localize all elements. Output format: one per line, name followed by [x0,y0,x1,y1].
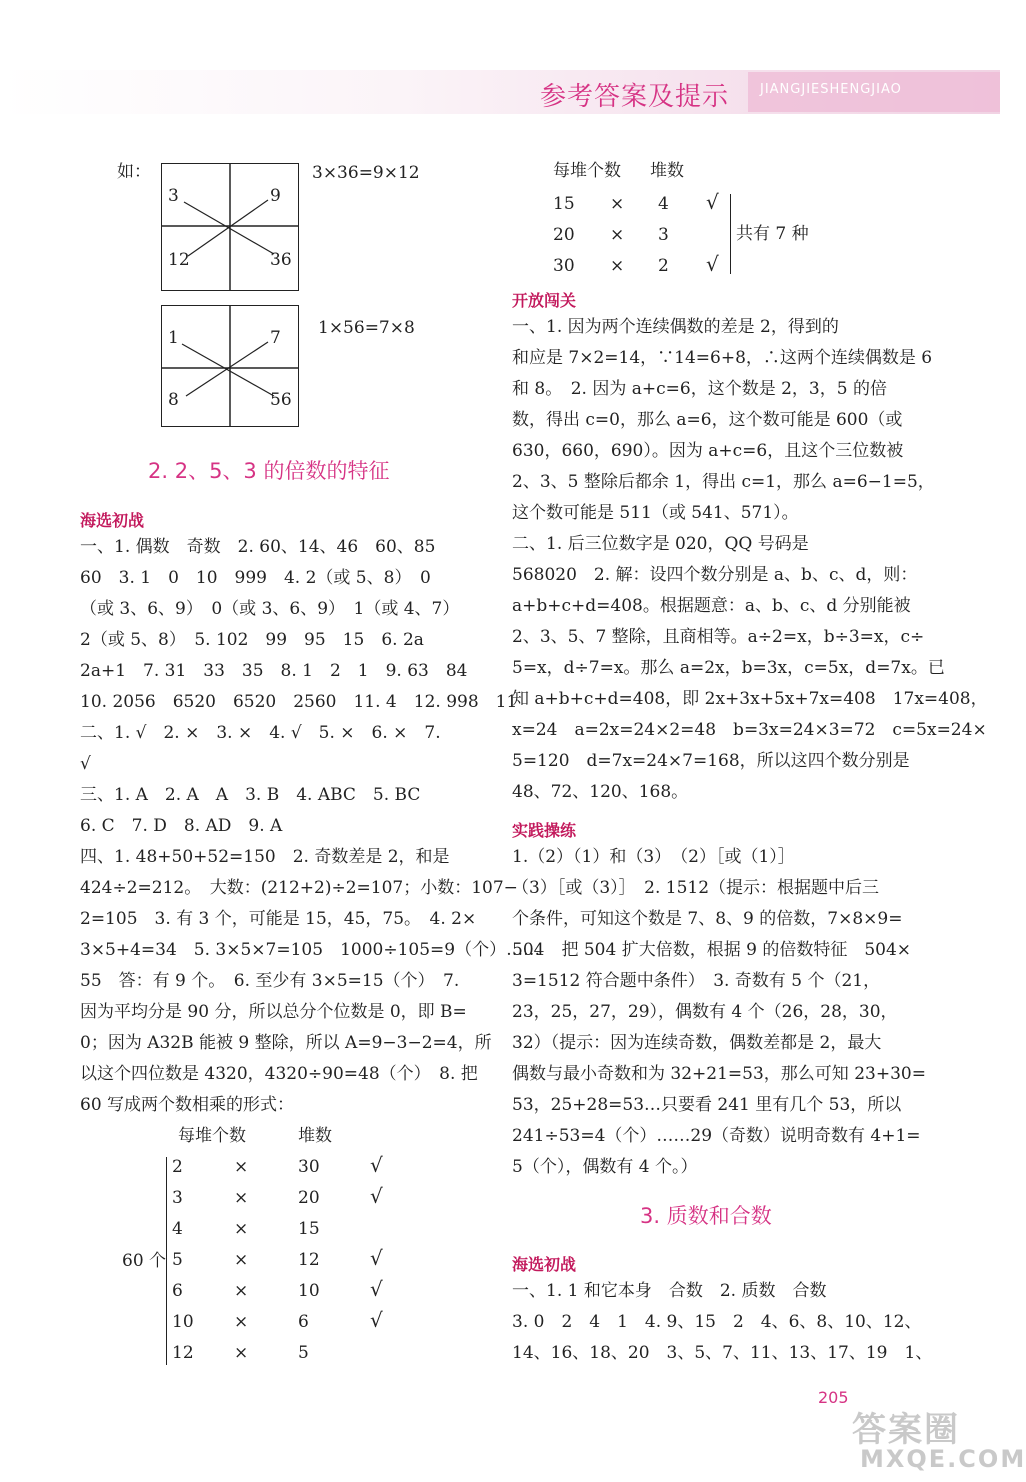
answer-line: 2、3、5 整除后都余 1，得出 c=1，那么 a=6−1=5， [512,472,935,492]
table-header-per-pile: 每堆个数 [178,1126,246,1146]
factor-grid-1-lines [162,164,298,290]
grid2-bottom-right: 56 [270,390,292,410]
grid2-top-right: 7 [270,328,281,348]
answer-line: a+b+c+d=408。根据题意：a、b、c、d 分别能被 [512,596,911,616]
answer-line: 偶数与最小奇数和为 32+21=53，那么可知 23+30= [512,1064,926,1084]
answer-line: 23，25，27，29），偶数有 4 个（26，28，30， [512,1002,898,1022]
answer-line: 6. C 7. D 8. AD 9. A [80,816,283,836]
check-mark: √ [370,1184,383,1208]
grid1-top-right: 9 [270,186,281,206]
right-table-header-piles: 堆数 [650,161,684,181]
answer-line: 1.（2）（1）和（3） （2）［或（1）］ [512,847,795,867]
grid1-top-left: 3 [168,186,179,206]
answer-line: 和应是 7×2=14，∵14=6+8，∴这两个连续偶数是 6 [512,348,933,368]
section-heading-primes: 3. 质数和合数 [640,1204,772,1228]
example-label: 如： [117,162,151,182]
answer-line: 241÷53=4（个）……29（奇数）说明奇数有 4+1= [512,1126,921,1146]
answer-line: 个条件，可知这个数是 7、8、9 的倍数，7×8×9= [512,909,903,929]
table-cell: 6 [298,1312,309,1332]
table-cell: 15 [298,1219,320,1239]
answer-line: 2（或 5、8） 5. 102 99 95 15 6. 2a [80,630,424,650]
table-cell: × [234,1157,249,1177]
answer-line: （3）［或（3）］ 2. 1512（提示：根据题中后三 [512,878,880,898]
answer-line: 5（个），偶数有 4 个。） [512,1157,698,1177]
answer-line: 630，660，690）。因为 a+c=6，且这个三位数被 [512,441,904,461]
answer-line: 0；因为 A32B 能被 9 整除，所以 A=9−3−2=4，所 [80,1033,492,1053]
right-table-cell: × [610,225,625,245]
right-table-brace [730,194,731,274]
answer-line: 因为平均分是 90 分，所以总分个位数是 0，即 B= [80,1002,467,1022]
right-table-note: 共有 7 种 [736,224,809,244]
answer-line: 504 把 504 扩大倍数，根据 9 的倍数特征 504× [512,940,912,960]
table-cell: 30 [298,1157,320,1177]
table-cell: × [234,1250,249,1270]
answer-line: 60 3. 1 0 10 999 4. 2（或 5、8） 0 [80,568,431,588]
check-mark: √ [706,252,719,276]
answer-line: 二、1. 后三位数字是 020，QQ 号码是 [512,534,809,554]
table-header-piles: 堆数 [298,1126,332,1146]
table-cell: × [234,1219,249,1239]
factor-grid-2 [161,305,299,427]
sub-heading-first-round: 海选初战 [80,511,145,530]
table-cell: 12 [298,1250,320,1270]
answer-line: 一、1. 因为两个连续偶数的差是 2，得到的 [512,317,839,337]
right-table-header-per-pile: 每堆个数 [553,161,621,181]
table-cell: 12 [172,1343,194,1363]
answer-line: 知 a+b+c+d=408，即 2x+3x+5x+7x=408 17x=408， [512,689,988,709]
table-cell: × [234,1312,249,1332]
table-cell: 5 [172,1250,183,1270]
right-table-cell: 15 [553,194,575,214]
answer-line: （或 3、6、9） 0（或 3、6、9） 1（或 4、7） [80,599,460,619]
answer-line: 和 8。 2. 因为 a+c=6，这个数是 2，3，5 的倍 [512,379,887,399]
check-mark: √ [706,190,719,214]
answer-line: 3. 0 2 4 1 4. 9、15 2 4、6、8、10、12、 [512,1312,922,1332]
watermark-logo: 答案圈 [852,1410,960,1450]
section-heading-multiples: 2. 2、5、3 的倍数的特征 [148,459,390,483]
answer-line: 53，25+28=53…只要看 241 里有几个 53，所以 [512,1095,902,1115]
answer-line: 二、1. √ 2. × 3. × 4. √ 5. × 6. × 7. [80,723,441,743]
table-cell: 5 [298,1343,309,1363]
sub-heading-practice: 实践操练 [512,821,577,840]
grid2-bottom-left: 8 [168,390,179,410]
grid1-equation: 3×36=9×12 [312,163,420,183]
right-table-cell: × [610,256,625,276]
check-mark: √ [370,1277,383,1301]
table-cell: 2 [172,1157,183,1177]
table-cell: 20 [298,1188,320,1208]
answer-line: 424÷2=212。 大数：(212+2)÷2=107；小数：107− [80,878,518,898]
sub-heading-open: 开放闯关 [512,291,577,310]
answer-line: x=24 a=2x=24×2=48 b=3x=24×3=72 c=5x=24× [512,720,987,740]
answer-line: 32）（提示：因为连续奇数，偶数差都是 2，最大 [512,1033,882,1053]
answer-line: 5=120 d=7x=24×7=168，所以这四个数分别是 [512,751,910,771]
answer-line: 568020 2. 解：设四个数分别是 a、b、c、d，则： [512,565,918,585]
answer-line: 10. 2056 6520 6520 2560 11. 4 12. 998 11 [80,692,518,712]
table-cell: × [234,1281,249,1301]
answer-line: 14、16、18、20 3、5、7、11、13、17、19 1、 [512,1343,933,1363]
right-table-cell: × [610,194,625,214]
answer-line: 55 答：有 9 个。 6. 至少有 3×5=15（个） 7. [80,971,460,991]
table-brace [166,1157,167,1365]
answer-line: 一、1. 1 和它本身 合数 2. 质数 合数 [512,1281,827,1301]
right-table-cell: 3 [658,225,669,245]
table-cell: 4 [172,1219,183,1239]
check-mark: √ [370,1153,383,1177]
table-cell: × [234,1343,249,1363]
factor-grid-1 [161,163,299,291]
header-decoration-text: JIANGJIESHENGJIAO [760,82,902,97]
answer-line: 四、1. 48+50+52=150 2. 奇数差是 2，和是 [80,847,450,867]
answer-line: 三、1. A 2. A A 3. B 4. ABC 5. BC [80,785,421,805]
check-mark: √ [370,1308,383,1332]
watermark-url: MXQE.COM [860,1445,1026,1473]
grid1-bottom-left: 12 [168,250,190,270]
answer-line: 2a+1 7. 31 33 35 8. 1 2 1 9. 63 84 [80,661,468,681]
answer-line: √ [80,754,91,774]
answer-line: 这个数可能是 511（或 541、571）。 [512,503,799,523]
table-cell: 3 [172,1188,183,1208]
grid2-top-left: 1 [168,328,179,348]
answer-line: 48、72、120、168。 [512,782,689,802]
table-cell: 10 [298,1281,320,1301]
answer-line: 以这个四位数是 4320，4320÷90=48（个） 8. 把 [80,1064,478,1084]
page-number: 205 [818,1388,849,1407]
check-mark: √ [370,1246,383,1270]
answer-line: 3×5+4=34 5. 3×5×7=105 1000÷105=9（个）…… [80,940,541,960]
table-label-60: 60 个 [122,1251,167,1271]
right-table-cell: 30 [553,256,575,276]
table-cell: × [234,1188,249,1208]
header-title: 参考答案及提示 [540,82,730,112]
answer-line: 2、3、5、7 整除，且商相等。a÷2=x，b÷3=x，c÷ [512,627,925,647]
table-cell: 10 [172,1312,194,1332]
answer-line: 2=105 3. 有 3 个，可能是 15，45，75。 4. 2× [80,909,477,929]
table-cell: 6 [172,1281,183,1301]
sub-heading-first-round-2: 海选初战 [512,1255,577,1274]
right-table-cell: 20 [553,225,575,245]
right-table-cell: 2 [658,256,669,276]
answer-line: 5=x，d÷7=x。那么 a=2x，b=3x，c=5x，d=7x。已 [512,658,945,678]
answer-line: 60 写成两个数相乘的形式： [80,1095,295,1115]
right-table-cell: 4 [658,194,669,214]
answer-line: 3=1512 符合题中条件） 3. 奇数有 5 个（21， [512,971,881,991]
answer-line: 一、1. 偶数 奇数 2. 60、14、46 60、85 [80,537,436,557]
grid1-bottom-right: 36 [270,250,292,270]
grid2-equation: 1×56=7×8 [318,318,415,338]
answer-line: 数，得出 c=0，那么 a=6，这个数可能是 600（或 [512,410,903,430]
